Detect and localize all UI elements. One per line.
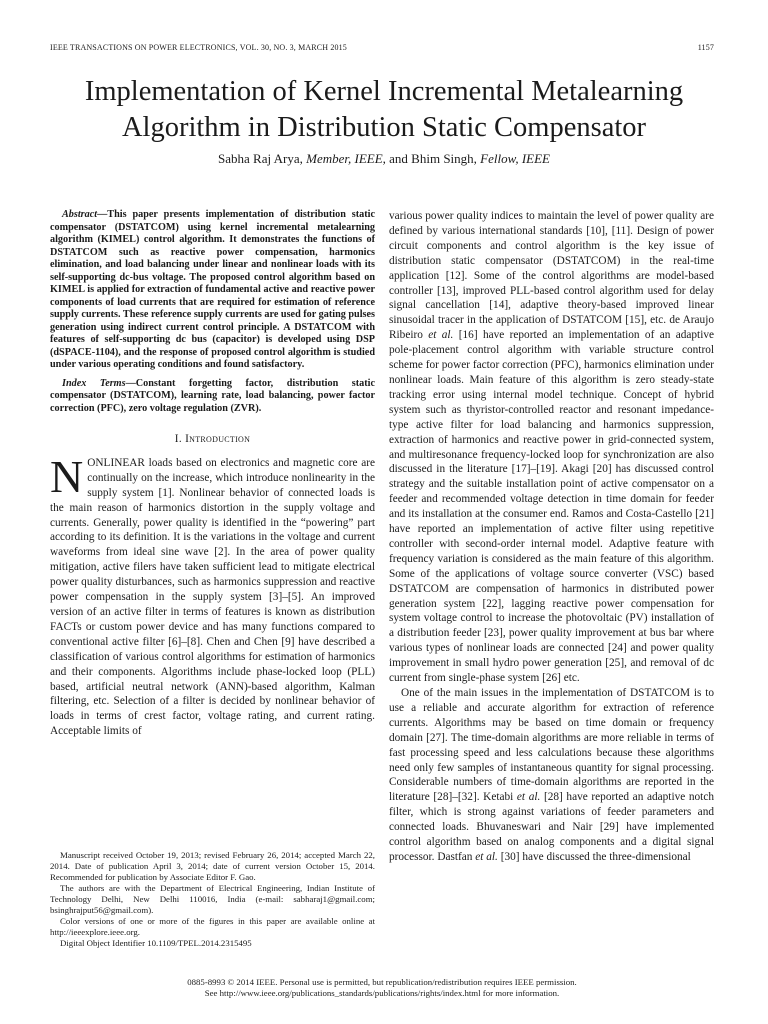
author-line bbox=[40, 151, 728, 167]
intro-text: loads based on electronics and magnetic core are continually on the increase, which introduce nonlinearity in the supply system [1]. Nonlinear behavior of connected loads is the main reason of harmonics distortion in the supply voltage and currents. Generally, power quality is identified in the “powering” part according to its definition. It is the variations in the voltage and current waveforms from ideal sine wave [2]. In the area of power quality mitigation, active filers have taken sufficient lead to mitigate electrical power quality disturbances, such as harmonics suppression and reactive power compensation in the supply system [3]–[5]. An improved version of an active filter in terms of features is known as distribution FACTs or custom power device and has many functions compared to conventional active filter [6]–[8]. Chen and Chen [9] have described a classification of various control algorithms for estimation of harmonics and their components. Algorithms include phase-locked loop (PLL) based, artificial neutral network (ANN)-based algorithm, Kalman filtering, etc. Selection of a filter is decided by nonlinear behavior of loads in terms of crest factor, voltage rating, and current rating. Acceptable limits of bbox=[50, 456, 375, 738]
author-conjunction: and Bhim Singh, bbox=[389, 151, 477, 166]
abstract bbox=[50, 209, 375, 372]
text-run: [28] have reported an adaptive notch filter, which is strong against variations of feeder parameters and connected loads. Bhuvaneswari and Nair [29] have implemented control algorithm based on analog components and a digital signal processor. Dastfan bbox=[389, 791, 714, 863]
text-run: One of the main issues in the implementation of DSTATCOM is to use a reliable and accurate algorithm for extraction of reference currents. Algorithms may be based on time domain or frequency domain [27]. The time-domain algorithms are more reliable in terms of fast processing speed and less calculations because these algorithms need only few samples of instantaneous quantity for signal processing. Considerable numbers of time-domain algorithms are reported in the literature [28]–[32]. Ketabi bbox=[389, 687, 714, 804]
text-run: [30] have discussed the three-dimensional bbox=[497, 850, 691, 863]
footnote-doi: Digital Object Identifier 10.1109/TPEL.2014.2315495 bbox=[60, 938, 252, 948]
copyright-line-2: See http://www.ieee.org/publications_standards/publications/rights/index.html for more information. bbox=[204, 988, 560, 998]
right-column bbox=[389, 209, 714, 865]
author-1-role: Member, IEEE, bbox=[306, 151, 386, 166]
section-title: Introduction bbox=[185, 433, 251, 445]
index-terms-text: —Constant forgetting factor, distribution static compensator (DSTATCOM), learning rate, load balancing, power factor correction (PFC), zero voltage regulation (ZVR). bbox=[50, 377, 375, 414]
title-line-1: Implementation of Kernel Incremental Metalearning bbox=[84, 76, 684, 107]
text-run: various power quality indices to maintain the level of power quality are defined by various international standards [10], [11]. Design of power circuit components and control algorithm is the key issue of distribution static compensator (DSTATCOM) in the real-time application [12]. Some of the control algorithms are model-based controller [13], improved PLL-based control algorithm used for delay signal cancellation [14], adaptive theory-based improved linear sinusoidal tracer in the application of DSTATCOM [15], etc. de Araujo Ribeiro bbox=[389, 210, 714, 342]
copyright-line-1: 0885-8993 © 2014 IEEE. Personal use is permitted, but republication/redistribution requires IEEE permission. bbox=[187, 977, 577, 987]
footnote-manuscript: Manuscript received October 19, 2013; revised February 26, 2014; accepted March 22, 2014. Date of publication April 3, 2014; date of current version October 15, 2014. Recommended for publication by Associate Editor F. Gao. bbox=[50, 850, 375, 882]
index-terms bbox=[50, 378, 375, 416]
paper-title bbox=[40, 74, 728, 146]
footnotes bbox=[50, 850, 375, 949]
intro-first-word: ONLINEAR bbox=[87, 456, 145, 469]
et-al: et al. bbox=[516, 791, 541, 804]
copyright-notice bbox=[50, 977, 714, 999]
author-2-role: Fellow, IEEE bbox=[480, 151, 550, 166]
text-run: [16] have reported an implementation of an adaptive pole-placement control algorithm with variable structure control scheme for power factor correction (PFC), harmonics elimination under nonlinear loads. Main feature of this algorithm is zero steady-state tracking error using internal model technique. Concept of hybrid system such as thyristor-controlled reactor and resonant impedance-type active filter for load balancing and harmonics suppression, extraction of harmonics and reactive power in grid-connected system, and multiresonance frequency-locked loop for synchronization are also discussed in the literature [17]–[19]. Akagi [20] has discussed control strategy and the suitable installation point of active compensator on a feeder and recommended voltage detection in time domain for feeder and its installation at the consumer end. Ramos and Costa-Castello [21] have reported an implementation of active filter using repetitive controller with second-order internal model. Adaptive feature with frequency variation is considered as the main feature of this algorithm. Some of the applications of voltage source converter (VSC) based DSTATCOM are compensation of harmonics in distributed power generation system [22], lagging reactive power compensation for system voltage control to increase the photovoltaic (PV) installation of a distribution feeder [23], power quality improvement at bus bar where various types of nonlinear loads are connected [24] and power quality improvement in small hydro power generation [25], and removal of dc current from single-phase system [26] etc. bbox=[389, 329, 714, 685]
section-numeral: I. bbox=[174, 433, 182, 445]
page-number: 1157 bbox=[697, 43, 714, 52]
journal-name: IEEE TRANSACTIONS ON POWER ELECTRONICS, VOL. 30, NO. 3, MARCH 2015 bbox=[50, 43, 347, 52]
footnote-affiliation: The authors are with the Department of Electrical Engineering, Indian Institute of Technology Delhi, New Delhi 110016, India (e-mail: sabharaj1@gmail.com; bsinghrajput56@gmail.com). bbox=[50, 883, 375, 915]
drop-cap: N bbox=[50, 450, 84, 502]
footnote-color: Color versions of one or more of the figures in this paper are available online at http://ieeexplore.ieee.org. bbox=[50, 916, 375, 937]
running-header bbox=[50, 43, 714, 57]
et-al: et al. bbox=[428, 329, 454, 342]
et-al: et al. bbox=[475, 850, 498, 863]
right-paragraph-1 bbox=[389, 209, 714, 686]
abstract-label: Abstract bbox=[62, 209, 98, 220]
right-paragraph-2 bbox=[389, 686, 714, 865]
title-line-2: Algorithm in Distribution Static Compensator bbox=[121, 112, 647, 143]
left-column bbox=[50, 209, 375, 739]
abstract-text: —This paper presents implementation of distribution static compensator (DSTATCOM) using kernel incremental metalearning algorithm (KIMEL) control algorithm. It demonstrates the functions of DSTATCOM such as reactive power compensation, harmonics elimination, and load balancing under linear and nonlinear loads with its self-supporting dc-bus voltage. The proposed control algorithm based on KIMEL is applied for extraction of fundamental active and reactive power components of load currents that are required for estimation of reference supply currents. These reference supply currents are used for gating pulses generation using indirect current control principle. A DSTATCOM with features of self-supporting dc bus (capacitor) is developed using DSP (dSPACE-1104), and the response of proposed control algorithm is studied under various operating conditions and found satisfactory. bbox=[50, 209, 375, 370]
author-1: Sabha Raj Arya, bbox=[218, 151, 303, 166]
index-terms-label: Index Terms bbox=[62, 377, 126, 389]
section-heading bbox=[50, 432, 375, 447]
intro-paragraph bbox=[50, 450, 375, 739]
